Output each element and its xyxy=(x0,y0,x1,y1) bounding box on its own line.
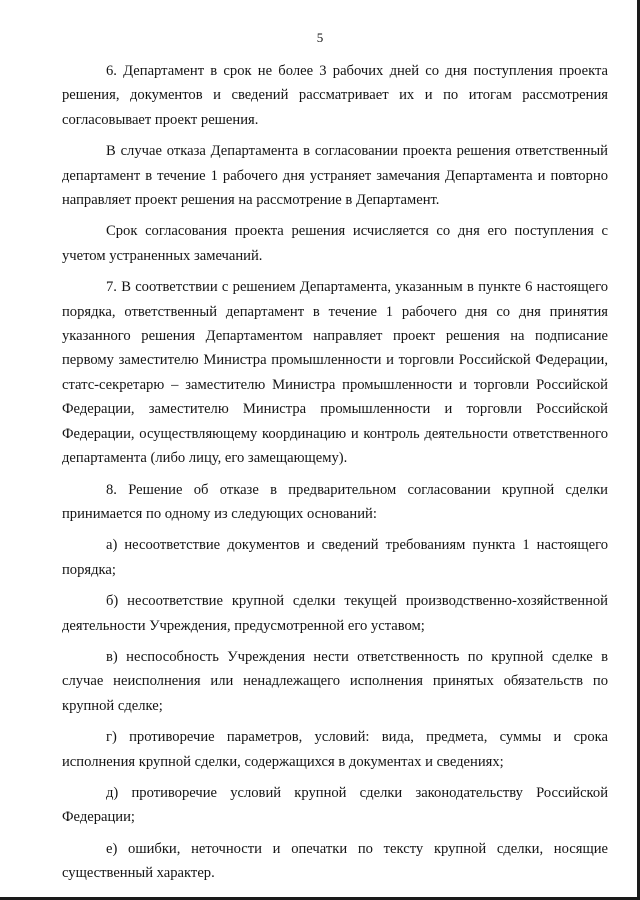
paragraph-6-term: Срок согласования проекта решения исчисляется со дня его поступления с учетом устраненных замечаний. xyxy=(62,223,608,264)
list-item-d: д) противоречие условий крупной сделки законодательству Российской Федерации; xyxy=(62,784,608,826)
list-item-v: в) неспособность Учреждения нести ответственность по крупной сделке в случае неисполнения или ненадлежащего исполнения принятых обязательств по крупной сделке; xyxy=(62,648,608,714)
list-item-b: б) несоответствие крупной сделки текущей производственно-хозяйственной деятельности Учреждения, предусмотренной его уставом; xyxy=(62,593,608,634)
paragraph-7: 7. В соответствии с решением Департамента, указанным в пункте 6 настоящего порядка, ответственный департамент в течение 1 рабочего дня со дня принятия указанного решения Департаментом направляет проект решения на подписание первому заместителю Министра промышленности и торговли Российской Федерации, статс-секретарю – заместителю Министра промышленности и торговли Российской Федерации, заместителю Министра промышленности и торговли Российской Федерации, осуществляющему координацию и контроль деятельности ответственного департамента (либо лицу, его замещающему). xyxy=(62,279,608,467)
page-number: 5 xyxy=(316,30,324,45)
paragraph-6: 6. Департамент в срок не более 3 рабочих дней со дня поступления проекта решения, документов и сведений рассматривает их и по итогам рассмотрения согласовывает проект решения. xyxy=(62,63,608,128)
paragraph-8: 8. Решение об отказе в предварительном согласовании крупной сделки принимается по одному из следующих оснований: xyxy=(62,481,608,522)
list-item-a: а) несоответствие документов и сведений требованиям пункта 1 настоящего порядка; xyxy=(62,537,608,578)
paragraph-6-refusal: В случае отказа Департамента в согласовании проекта решения ответственный департамент в течение 1 рабочего дня устраняет замечания Департамента и повторно направляет проект решения на рассмотрение в Департамент. xyxy=(62,143,608,209)
list-item-e: е) ошибки, неточности и опечатки по тексту крупной сделки, носящие существенный характер. xyxy=(62,840,608,882)
document-body xyxy=(62,59,608,893)
list-item-g: г) противоречие параметров, условий: вида, предмета, суммы и срока исполнения крупной сделки, содержащихся в документах и сведениях; xyxy=(62,729,608,770)
